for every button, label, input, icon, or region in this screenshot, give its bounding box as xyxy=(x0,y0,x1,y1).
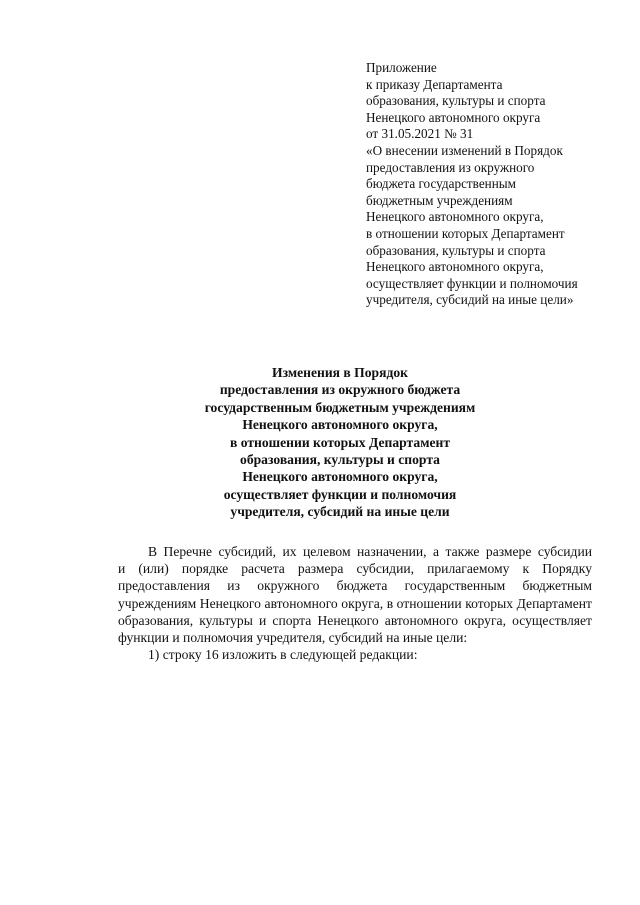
paragraph-line: предоставления из окружного бюджета государственным бюджетным xyxy=(118,578,592,594)
appendix-line: бюджета государственным xyxy=(366,176,517,192)
appendix-line: предоставления из окружного xyxy=(366,159,535,175)
appendix-line: образования, культуры и спорта xyxy=(366,93,546,109)
title-line: учредителя, субсидий на иные цели xyxy=(230,504,450,520)
paragraph-line: В Перечне субсидий, их целевом назначении, а также размере субсидии xyxy=(148,544,592,559)
appendix-line: образования, культуры и спорта xyxy=(366,242,546,258)
title-line: в отношении которых Департамент xyxy=(229,434,450,450)
paragraph-line: функции и полномочия учредителя, субсидий на иные цели: xyxy=(118,630,468,646)
appendix-line: Ненецкого автономного округа xyxy=(366,109,541,125)
appendix-line: Приложение xyxy=(366,60,437,75)
paragraph-line: образования, культуры и спорта Ненецкого автономного округа, осуществляет xyxy=(118,612,592,628)
paragraph-line: учреждениям Ненецкого автономного округа, в отношении которых Департамент xyxy=(118,595,592,611)
appendix-line: «О внесении изменений в Порядок xyxy=(366,142,563,158)
appendix-line: в отношении которых Департамент xyxy=(366,225,565,241)
appendix-line: учредителя, субсидий на иные цели» xyxy=(366,292,574,308)
appendix-line: от 31.05.2021 № 31 xyxy=(366,126,474,142)
appendix-line: осуществляет функции и полномочия xyxy=(366,275,578,291)
title-line: Изменения в Порядок xyxy=(272,365,408,380)
appendix-line: Ненецкого автономного округа, xyxy=(366,209,544,225)
appendix-header xyxy=(366,60,626,309)
title-line: образования, культуры и спорта xyxy=(240,452,440,468)
document-title xyxy=(120,364,560,521)
body-text xyxy=(118,543,592,663)
list-item: 1) строку 16 изложить в следующей редакции: xyxy=(148,647,418,663)
paragraph-line: и (или) порядке расчета размера субсидии, прилагаемому к Порядку xyxy=(118,561,592,577)
title-line: государственным бюджетным учреждениям xyxy=(204,399,476,415)
appendix-line: Ненецкого автономного округа, xyxy=(366,259,544,275)
appendix-line: к приказу Департамента xyxy=(366,76,503,92)
title-line: Ненецкого автономного округа, xyxy=(242,417,438,433)
title-line: Ненецкого автономного округа, xyxy=(242,469,438,485)
title-line: осуществляет функции и полномочия xyxy=(223,486,457,502)
title-line: предоставления из окружного бюджета xyxy=(219,382,461,398)
appendix-line: бюджетным учреждениям xyxy=(366,192,513,208)
